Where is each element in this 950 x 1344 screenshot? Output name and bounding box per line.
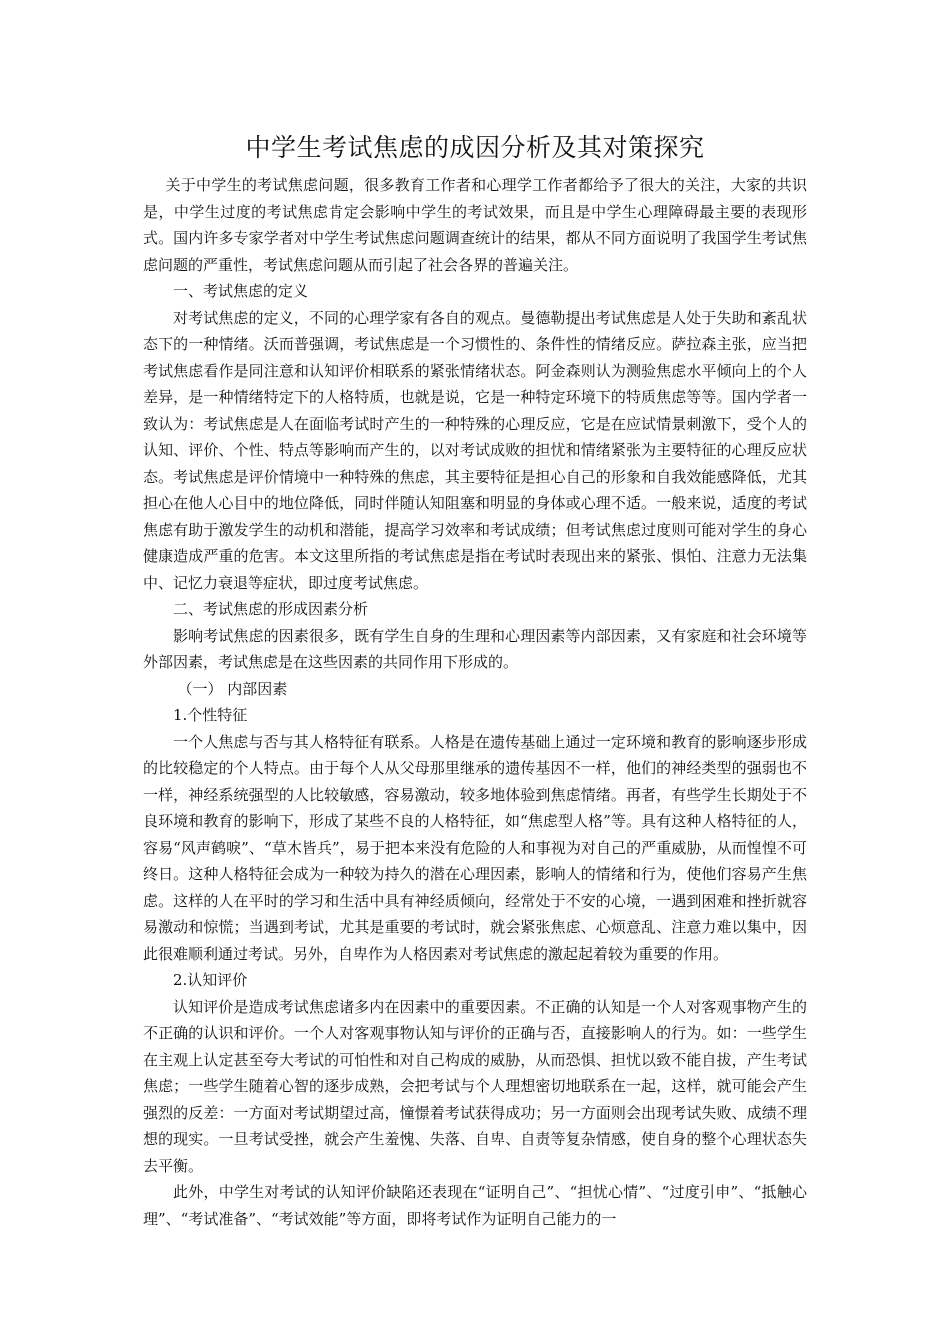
definition-paragraph: 对考试焦虑的定义，不同的心理学家有各自的观点。曼德勒提出考试焦虑是人处于失助和紊乱状态下的一种情绪。沃而普强调，考试焦虑是一个习惯性的、条件性的情绪反应。萨拉森主张，应当把考试焦虑看作是同注意和认知评价相联系的紧张情绪状态。阿金森则认为测验焦虑水平倾向上的个人差异，是一种情绪特定下的人格特质，也就是说，它是一种特定环境下的特质焦虑等等。国内学者一致认为：考试焦虑是人在面临考试时产生的一种特殊的心理反应，它是在应试情景刺激下，受个人的认知、评价、个性、特点等影响而产生的，以对考试成败的担忧和情绪紧张为主要特征的心理反应状态。考试焦虑是评价情境中一种特殊的焦虑，其主要特征是担心自己的形象和自我效能感降低，尤其担心在他人心目中的地位降低，同时伴随认知阻塞和明显的身体或心理不适。一般来说，适度的考试焦虑有助于激发学生的动机和潜能，提高学习效率和考试成绩；但考试焦虑过度则可能对学生的身心健康造成严重的危害。本文这里所指的考试焦虑是指在考试时表现出来的紧张、惧怕、注意力无法集中、记忆力衰退等症状，即过度考试焦虑。	[143, 308, 807, 592]
cognition-paragraph: 认知评价是造成考试焦虑诸多内在因素中的重要因素。不正确的认知是一个人对客观事物产生的不正确的认识和评价。一个人对客观事物认知与评价的正确与否，直接影响人的行为。如：一些学生在主观上认定甚至夸大考试的可怕性和对自己构成的威胁，从而恐惧、担忧以致不能自拔，产生考试焦虑；一些学生随着心智的逐步成熟，会把考试与个人理想密切地联系在一起，这样，就可能会产生强烈的反差：一方面对考试期望过高，憧憬着考试获得成功；另一方面则会出现考试失败、成绩不理想的现实。一旦考试受挫，就会产生羞愧、失落、自卑、自责等复杂情感，使自身的整个心理状态失去平衡。	[143, 997, 807, 1175]
cognition-paragraph-continued: 此外，中学生对考试的认知评价缺陷还表现在“证明自己”、“担忧心情”、“过度引申”、“抵触心理”、“考试准备”、“考试效能”等方面，即将考试作为证明自己能力的一	[143, 1183, 807, 1228]
document-page	[143, 128, 807, 1232]
personality-paragraph: 一个人焦虑与否与其人格特征有联系。人格是在遗传基础上通过一定环境和教育的影响逐步形成的比较稳定的个人特点。由于每个人从父母那里继承的遗传基因不一样，他们的神经类型的强弱也不一样，神经系统强型的人比较敏感，容易激动，较多地体验到焦虑情绪。再者，有些学生长期处于不良环境和教育的影响下，形成了某些不良的人格特征，如“焦虑型人格”等。具有这种人格特征的人，容易“风声鹤唳”、“草木皆兵”，易于把本来没有危险的人和事视为对自己的严重威胁，从而惶惶不可终日。这种人格特征会成为一种较为持久的潜在心理因素，影响人的情绪和行为，使他们容易产生焦虑。这样的人在平时的学习和生活中具有神经质倾向，经常处于不安的心境，一遇到困难和挫折就容易激动和惊慌；当遇到考试，尤其是重要的考试时，就会紧张焦虑、心烦意乱、注意力难以集中，因此很难顺利通过考试。另外，自卑作为人格因素对考试焦虑的激起起着较为重要的作用。	[143, 732, 807, 963]
section-heading-factors: 二、考试焦虑的形成因素分析	[173, 600, 369, 618]
factors-paragraph: 影响考试焦虑的因素很多，既有学生自身的生理和心理因素等内部因素，又有家庭和社会环境等外部因素，考试焦虑是在这些因素的共同作用下形成的。	[143, 626, 807, 671]
document-title: 中学生考试焦虑的成因分析及其对策探究	[245, 133, 705, 162]
item-heading-personality: 1.个性特征	[173, 706, 248, 724]
section-heading-definition: 一、考试焦虑的定义	[173, 282, 309, 300]
intro-paragraph: 关于中学生的考试焦虑问题，很多教育工作者和心理学工作者都给予了很大的关注，大家的共识是，中学生过度的考试焦虑肯定会影响中学生的考试效果，而且是中学生心理障碍最主要的表现形式。国内许多专家学者对中学生考试焦虑问题调查统计的结果，都从不同方面说明了我国学生考试焦虑问题的严重性，考试焦虑问题从而引起了社会各界的普遍关注。	[143, 176, 807, 274]
subsection-heading-internal: （一） 内部因素	[177, 679, 288, 698]
item-heading-cognition: 2.认知评价	[173, 971, 248, 989]
